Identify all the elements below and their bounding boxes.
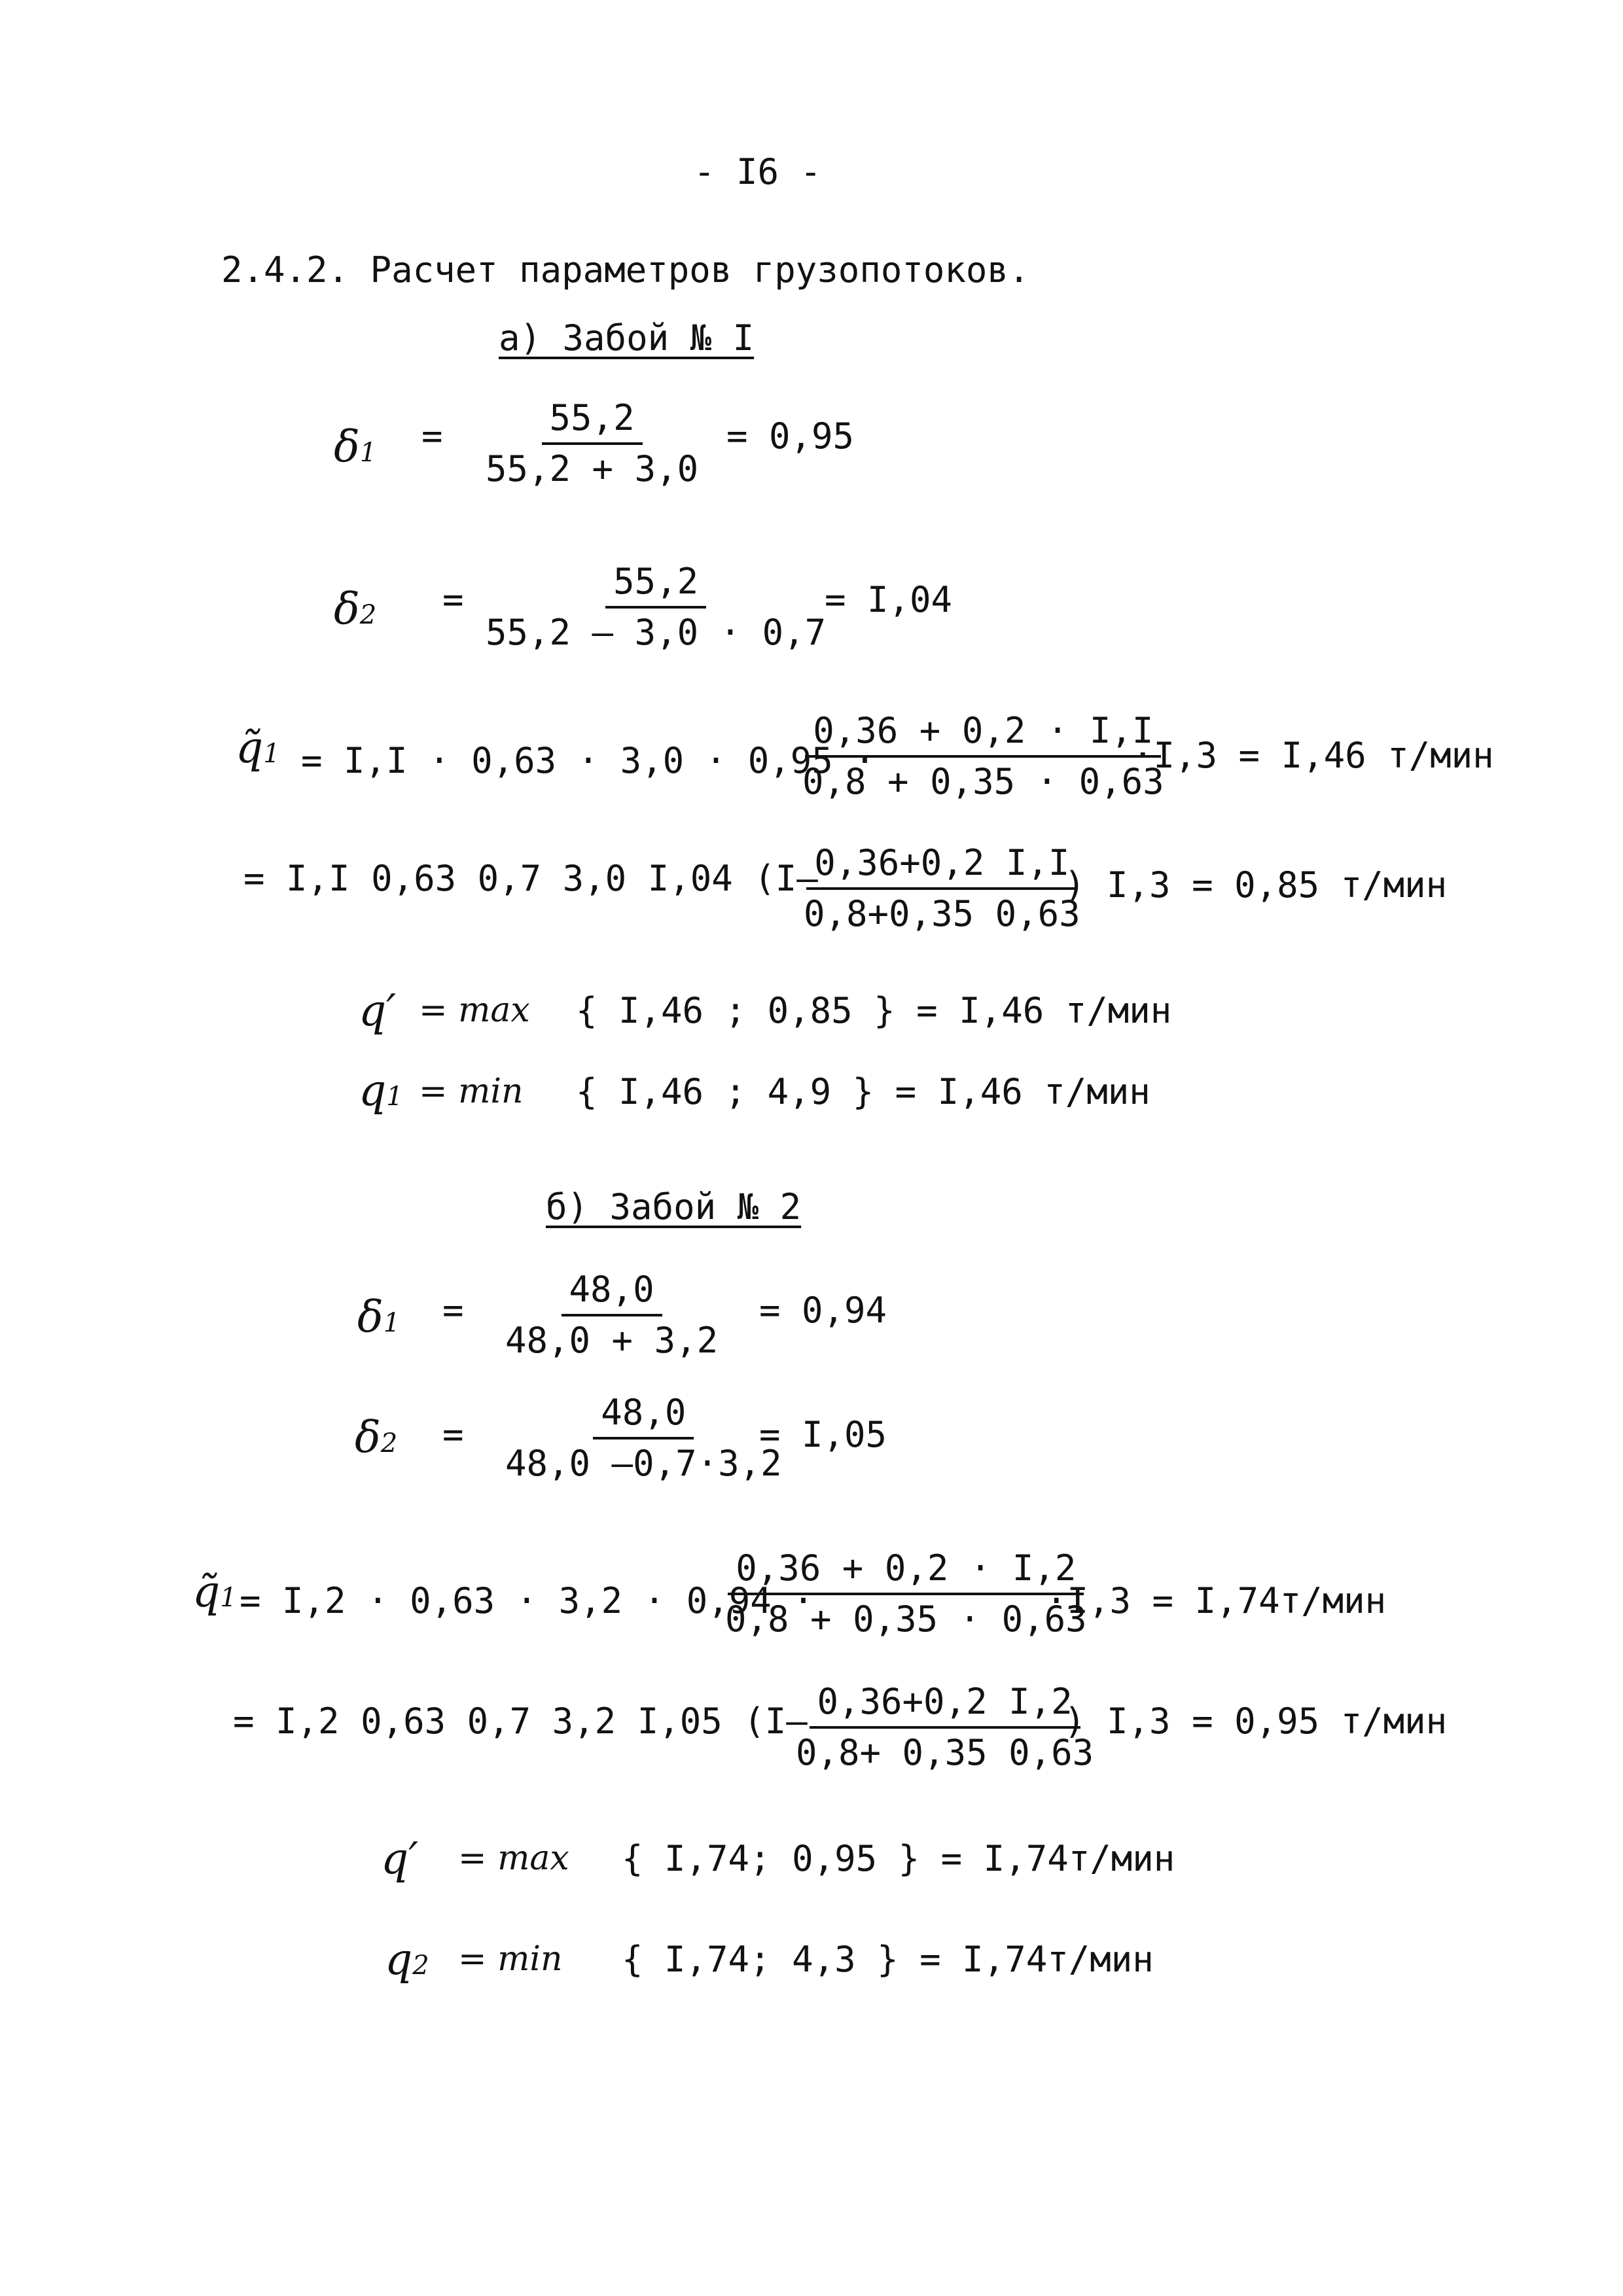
fraction-denominator: 0,8+0,35 0,63	[804, 893, 1080, 934]
fraction-denominator: 48,0 + 3,2	[505, 1320, 719, 1361]
q-symbol: q̃	[192, 1566, 221, 1617]
face2-delta1-eq: =	[442, 1290, 464, 1331]
q-index: 1	[263, 739, 280, 769]
face1-delta2-fraction	[478, 561, 834, 653]
delta-symbol: δ	[334, 421, 360, 472]
face1-heading: а) Забой № I	[499, 317, 755, 359]
delta-index: 2	[359, 600, 377, 630]
fraction-denominator: 0,8 + 0,35 · 0,63	[802, 761, 1164, 802]
fraction-denominator: 55,2 – 3,0 · 0,7	[486, 612, 827, 653]
prime-mark: ′	[408, 1833, 419, 1884]
face2-qtilde-symbol	[192, 1566, 237, 1617]
fraction-numerator: 0,36 + 0,2 · I,I	[805, 713, 1161, 758]
fraction-denominator: 55,2 + 3,0	[486, 448, 699, 489]
face2-qfinal-symbol	[385, 1934, 429, 1985]
face2-delta2-symbol	[355, 1412, 398, 1462]
face1-qfinal-symbol	[359, 1065, 403, 1116]
face2-delta2-fraction	[497, 1392, 790, 1484]
face1-qprime-body: { I,46 ; 0,85 } = I,46 т/мин	[576, 990, 1172, 1031]
face2-qtilde-fraction	[717, 1547, 1095, 1640]
face1-qtilde-fraction	[794, 710, 1172, 802]
face2-qfinal-body: { I,74; 4,3 } = I,74т/мин	[622, 1939, 1154, 1980]
q-symbol: q̃	[236, 722, 264, 773]
face1-delta2-eq: =	[442, 579, 464, 620]
face1-qfinal-body: { I,46 ; 4,9 } = I,46 т/мин	[576, 1071, 1150, 1112]
q-symbol: q	[385, 1934, 413, 1985]
face1-qfinal-op: = min	[419, 1072, 524, 1111]
face1-qsecond-fraction	[796, 842, 1088, 934]
delta-symbol: δ	[357, 1292, 383, 1342]
q-index: 1	[386, 1082, 403, 1112]
face1-qprime-symbol	[359, 985, 397, 1036]
delta-index: 2	[380, 1428, 398, 1458]
delta-index: 1	[359, 438, 377, 468]
delta-index: 1	[383, 1308, 401, 1338]
face1-delta2-result: = I,04	[825, 579, 953, 620]
face1-qsecond-expr: = I,I 0,63 0,7 3,0 I,04 (I–	[243, 858, 818, 899]
face2-qprime-op: = max	[458, 1839, 569, 1878]
q-symbol: q	[381, 1833, 409, 1884]
face2-delta2-eq: =	[442, 1414, 464, 1455]
prime-mark: ′	[386, 985, 397, 1036]
q-index: 2	[412, 1951, 429, 1981]
face2-qsecond-fraction	[788, 1681, 1101, 1773]
section-title: 2.4.2. Расчет параметров грузопотоков.	[221, 249, 1030, 291]
face1-qtilde-result: ·I,3 = I,46 т/мин	[1132, 735, 1494, 776]
face1-qprime-op: = max	[419, 991, 530, 1030]
face2-delta1-fraction	[497, 1269, 726, 1361]
page-number: - I6 -	[694, 151, 822, 192]
face2-delta2-result: = I,05	[759, 1414, 887, 1455]
fraction-numerator: 55,2	[605, 564, 706, 609]
fraction-numerator: 0,36 + 0,2 · I,2	[728, 1551, 1084, 1595]
fraction-numerator: 0,36+0,2 I,I	[806, 845, 1077, 890]
face1-delta2-symbol	[334, 584, 377, 634]
fraction-numerator: 0,36+0,2 I,2	[810, 1684, 1080, 1729]
face2-qfinal-op: = min	[458, 1939, 563, 1979]
face1-delta1-result: = 0,95	[726, 415, 855, 457]
face2-qsecond-expr: = I,2 0,63 0,7 3,2 I,05 (I–	[233, 1701, 808, 1742]
fraction-denominator: 0,8+ 0,35 0,63	[796, 1732, 1094, 1773]
q-symbol: q	[359, 1065, 387, 1116]
fraction-denominator: 48,0 –0,7·3,2	[505, 1443, 782, 1484]
face1-qsecond-result: ) I,3 = 0,85 т/мин	[1064, 864, 1448, 906]
fraction-numerator: 48,0	[562, 1272, 662, 1316]
face1-qtilde-expr: = I,I · 0,63 · 3,0 · 0,95 ·	[301, 740, 876, 781]
face2-qtilde-result: ·I,3 = I,74т/мин	[1046, 1580, 1387, 1621]
face1-qtilde-symbol	[236, 722, 280, 773]
fraction-numerator: 48,0	[593, 1395, 694, 1439]
q-index: 1	[220, 1583, 237, 1613]
q-symbol: q	[359, 985, 387, 1036]
face2-heading: б) Забой № 2	[546, 1186, 802, 1227]
face2-delta1-result: = 0,94	[759, 1290, 887, 1331]
face2-qprime-symbol	[381, 1833, 419, 1884]
delta-symbol: δ	[334, 584, 360, 634]
face2-qsecond-result: ) I,3 = 0,95 т/мин	[1064, 1701, 1448, 1742]
face2-qtilde-expr: = I,2 · 0,63 · 3,2 · 0,94 ·	[240, 1580, 814, 1621]
face1-delta1-eq: =	[421, 415, 443, 457]
fraction-denominator: 0,8 + 0,35 · 0,63	[725, 1598, 1087, 1640]
face1-delta1-fraction	[478, 397, 706, 489]
face1-delta1-symbol	[334, 421, 377, 472]
fraction-numerator: 55,2	[542, 400, 643, 445]
face2-delta1-symbol	[357, 1292, 401, 1342]
face2-qprime-body: { I,74; 0,95 } = I,74т/мин	[622, 1838, 1175, 1879]
delta-symbol: δ	[355, 1412, 381, 1462]
